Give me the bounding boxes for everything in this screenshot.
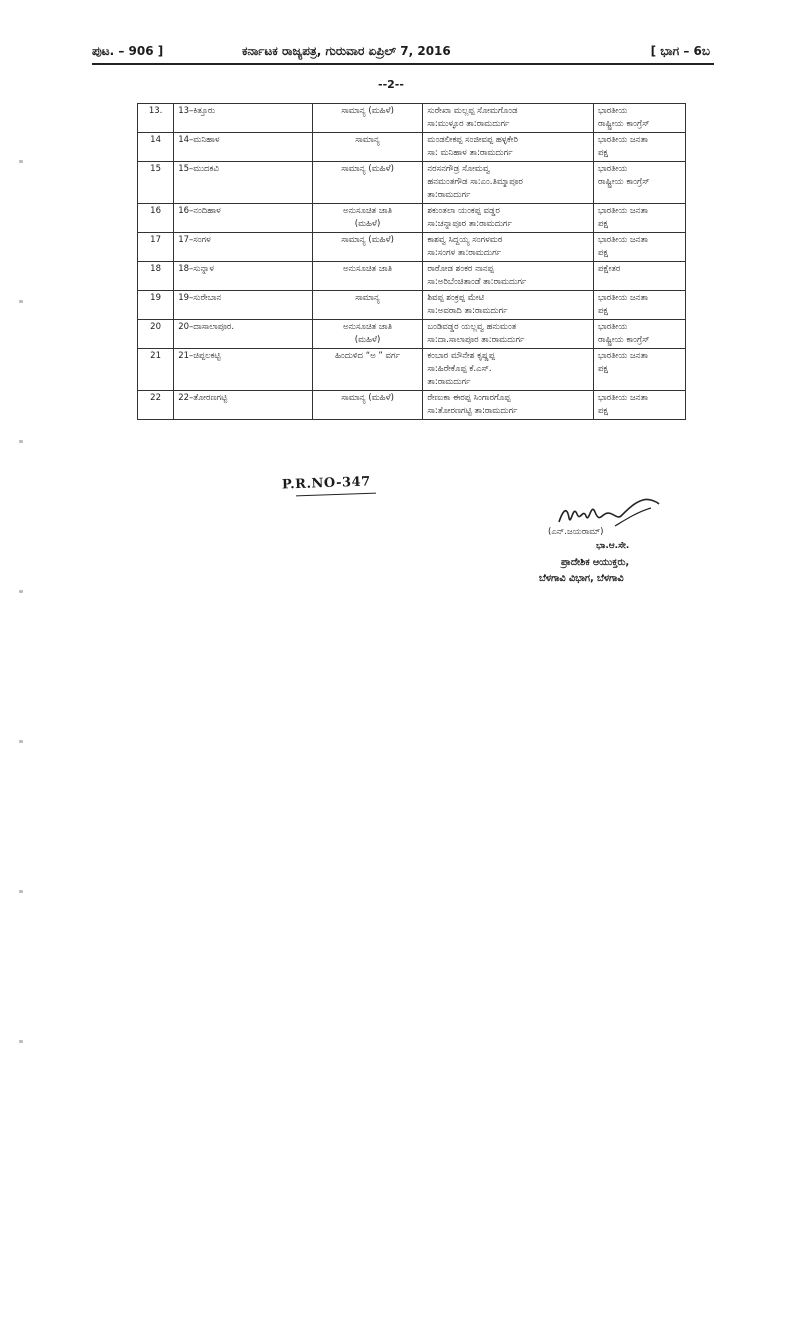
party-cell: ಭಾರತೀಯ ಜನತಾ ಪಕ್ಷ: [593, 349, 685, 391]
serial-number-cell: 14: [138, 133, 174, 162]
serial-number-cell: 21: [138, 349, 174, 391]
binding-mark: [19, 440, 23, 443]
table-row: [138, 104, 686, 133]
elected-candidate-cell: ಬಂಡಿವಡ್ಡರ ಯಲ್ಲವ್ವ ಹನುಮಂತ ಸಾ:ದಾ.ಸಾಲಾಪೂರ ತಾ:ರಾಮದುರ್ಗ: [423, 320, 594, 349]
table-row: [138, 349, 686, 391]
elected-candidate-cell: ನರಸನಗೌಡ್ರ ಸೋಮವ್ವ ಹನಮಂತಗೌಡ ಸಾ:ಎಂ.ತಿಮ್ಮಾಪೂರ ತಾ:ರಾಮದುರ್ಗ: [423, 162, 594, 204]
ward-name-cell: 15–ಮುದಕವಿ: [174, 162, 313, 204]
serial-number-cell: 17: [138, 233, 174, 262]
serial-number-cell: 19: [138, 291, 174, 320]
binding-mark: [19, 590, 23, 593]
party-cell: ಭಾರತೀಯ ಜನತಾ ಪಕ್ಷ: [593, 133, 685, 162]
table-row: [138, 262, 686, 291]
table-body: [138, 104, 686, 420]
elected-candidate-cell: ಕಾಶವ್ವ ಸಿದ್ದಯ್ಯ ಸಂಗಳಮಠ ಸಾ:ಸಂಗಳ ತಾ:ರಾಮದುರ್ಗ: [423, 233, 594, 262]
serial-number-cell: 13.: [138, 104, 174, 133]
party-cell: ಭಾರತೀಯ ಜನತಾ ಪಕ್ಷ: [593, 233, 685, 262]
gazette-title: ಕರ್ನಾಟಕ ರಾಜ್ಯಪತ್ರ, ಗುರುವಾರ ಏಪ್ರಿಲ್ 7, 2016: [242, 44, 451, 58]
pr-number-underline: [296, 493, 376, 497]
binding-mark: [19, 740, 23, 743]
reservation-category-cell: ಸಾಮಾನ್ಯ (ಮಹಿಳೆ): [312, 391, 423, 420]
table-row: [138, 391, 686, 420]
reservation-category-cell: ಅನುಸೂಚಿತ ಜಾತಿ (ಮಹಿಳೆ): [312, 320, 423, 349]
party-cell: ಭಾರತೀಯ ಜನತಾ ಪಕ್ಷ: [593, 204, 685, 233]
reservation-category-cell: ಸಾಮಾನ್ಯ (ಮಹಿಳೆ): [312, 233, 423, 262]
elected-candidate-cell: ಶಿವಪ್ಪ ಶಂಕ್ರಪ್ಪ ಮೇಟಿ ಸಾ:ಅವರಾದಿ ತಾ:ರಾಮದುರ್ಗ: [423, 291, 594, 320]
reservation-category-cell: ಅನುಸೂಚಿತ ಜಾತಿ (ಮಹಿಳೆ): [312, 204, 423, 233]
elected-candidate-cell: ಮಂಡಲೀಕಪ್ಪ ಸಂಜೀವಪ್ಪ ಹಳ್ಳಕೇರಿ ಸಾ: ಮನಿಹಾಳ ತಾ:ರಾಮದುರ್ಗ: [423, 133, 594, 162]
table-row: [138, 233, 686, 262]
binding-mark: [19, 300, 23, 303]
elected-candidate-cell: ರೇಣುಕಾ ಈರಪ್ಪ ಸಿಂಗಾರಗೊಪ್ಪ ಸಾ:ತೋರಣಗಟ್ಟಿ ತಾ:ರಾಮದುರ್ಗ: [423, 391, 594, 420]
reservation-category-cell: ಹಿಂದುಳಿದ “ಅ ” ವರ್ಗ: [312, 349, 423, 391]
ward-name-cell: 21–ಚಿಪ್ಪಲಕಟ್ಟಿ: [174, 349, 313, 391]
party-cell: ಪಕ್ಷೇತರ: [593, 262, 685, 291]
elected-candidate-cell: ಕಂಬಾರ ಮೌನೇಶ ಕೃಷ್ಣಪ್ಪ ಸಾ:ಹಿರೇಕೊಪ್ಪ ಕೆ.ಎಸ್. ತಾ:ರಾಮದುರ್ಗ: [423, 349, 594, 391]
serial-number-cell: 18: [138, 262, 174, 291]
party-cell: ಭಾರತೀಯ ಜನತಾ ಪಕ್ಷ: [593, 291, 685, 320]
reservation-category-cell: ಅನುಸೂಚಿತ ಜಾತಿ: [312, 262, 423, 291]
party-cell: ಭಾರತೀಯ ರಾಷ್ಟ್ರೀಯ ಕಾಂಗ್ರೆಸ್: [593, 162, 685, 204]
party-cell: ಭಾರತೀಯ ರಾಷ್ಟ್ರೀಯ ಕಾಂಗ್ರೆಸ್: [593, 104, 685, 133]
ward-name-cell: 14–ಮನಿಹಾಳ: [174, 133, 313, 162]
reservation-category-cell: ಸಾಮಾನ್ಯ (ಮಹಿಳೆ): [312, 162, 423, 204]
signatory-designation: ಭಾ.ಆ.ಸೇ.: [596, 541, 630, 551]
elected-candidate-cell: ಶಕುಂತಲಾ ಯಂಕಪ್ಪ ವಡ್ಡರ ಸಾ:ಚನ್ನಾಪೂರ ತಾ:ರಾಮದುರ್ಗ: [423, 204, 594, 233]
handwritten-pr-number: P.R.NO-347: [281, 474, 371, 493]
table-row: [138, 320, 686, 349]
party-cell: ಭಾರತೀಯ ರಾಷ್ಟ್ರೀಯ ಕಾಂಗ್ರೆಸ್: [593, 320, 685, 349]
binding-mark: [19, 160, 23, 163]
gazette-part: [ ಭಾಗ – 6ಬ: [650, 44, 710, 58]
ward-name-cell: 17–ಸಂಗಳ: [174, 233, 313, 262]
signatory-name: (ಎನ್.ಜಯರಾಮ್): [548, 527, 604, 537]
election-results-table: [137, 103, 686, 420]
reservation-category-cell: ಸಾಮಾನ್ಯ: [312, 133, 423, 162]
reservation-category-cell: ಸಾಮಾನ್ಯ: [312, 291, 423, 320]
serial-number-cell: 20: [138, 320, 174, 349]
signatory-office: ಪ್ರಾದೇಶಿಕ ಆಯುಕ್ತರು,: [561, 557, 630, 568]
elected-candidate-cell: ಸುರೇಖಾ ಮಲ್ಲಪ್ಪ ಸೋಮಗೊಂಡ ಸಾ:ಮುಳ್ಳೂರ ತಾ:ರಾಮದುರ್ಗ: [423, 104, 594, 133]
ward-name-cell: 22–ತೋರಣಗಟ್ಟಿ: [174, 391, 313, 420]
ward-name-cell: 18–ಸುನ್ನಾಳ: [174, 262, 313, 291]
table-row: [138, 291, 686, 320]
page-marker: --2--: [378, 78, 404, 91]
page-number: ಪುಟ. – 906 ]: [92, 44, 164, 58]
serial-number-cell: 16: [138, 204, 174, 233]
elected-candidate-cell: ರಾಠೋಡ ಶಂಕರ ನಾನಪ್ಪ ಸಾ:ಅರಿಬೆಂಚಿತಾಂಡೆ ತಾ:ರಾಮದುರ್ಗ: [423, 262, 594, 291]
ward-name-cell: 16–ನಂದಿಹಾಳ: [174, 204, 313, 233]
table-row: [138, 133, 686, 162]
reservation-category-cell: ಸಾಮಾನ್ಯ (ಮಹಿಳೆ): [312, 104, 423, 133]
table-row: [138, 162, 686, 204]
binding-mark: [19, 890, 23, 893]
serial-number-cell: 15: [138, 162, 174, 204]
table-row: [138, 204, 686, 233]
ward-name-cell: 13–ಕಿತ್ತೂರು: [174, 104, 313, 133]
party-cell: ಭಾರತೀಯ ಜನತಾ ಪಕ್ಷ: [593, 391, 685, 420]
serial-number-cell: 22: [138, 391, 174, 420]
header-divider: [92, 63, 714, 65]
signatory-division: ಬೆಳಗಾವಿ ವಿಭಾಗ, ಬೆಳಗಾವಿ: [539, 573, 624, 584]
binding-mark: [19, 1040, 23, 1043]
ward-name-cell: 20–ದಾಸಾಲಾಪೂರ.: [174, 320, 313, 349]
ward-name-cell: 19–ಸುರೇಬಾನ: [174, 291, 313, 320]
gazette-header: [92, 40, 710, 62]
